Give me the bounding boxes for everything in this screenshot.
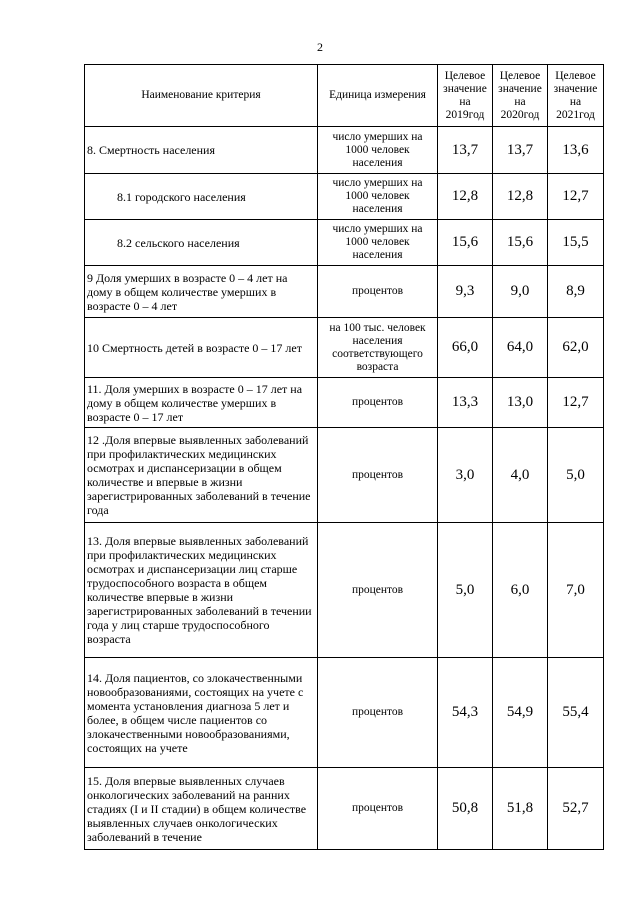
table-row — [85, 523, 604, 658]
value-2020: 6,0 — [493, 523, 548, 658]
table-row — [85, 428, 604, 523]
criterion-name: 12 .Доля впервые выявленных заболеваний при профилактических медицинских осмотрах и диспансеризации в общем количестве и впервые в жизни зарегистрированных заболеваний в течение года — [85, 428, 318, 523]
unit-cell: число умерших на 1000 человек населения — [318, 174, 438, 220]
table-row — [85, 174, 604, 220]
value-2019: 50,8 — [438, 768, 493, 850]
table-row — [85, 266, 604, 318]
value-2021: 5,0 — [548, 428, 604, 523]
criterion-name: 9 Доля умерших в возрасте 0 – 4 лет на дому в общем количестве умерших в возрасте 0 – 4 лет — [85, 266, 318, 318]
table-row — [85, 127, 604, 174]
value-2021: 8,9 — [548, 266, 604, 318]
value-2021: 7,0 — [548, 523, 604, 658]
criterion-name: 15. Доля впервые выявленных случаев онкологических заболеваний на ранних стадиях (I и II стадии) в общем количестве выявленных случаев онкологических заболеваний в течение — [85, 768, 318, 850]
unit-cell: процентов — [318, 378, 438, 428]
page-number: 2 — [317, 40, 323, 54]
value-2020: 13,7 — [493, 127, 548, 174]
table-row — [85, 220, 604, 266]
value-2020: 12,8 — [493, 174, 548, 220]
header-target-2021: Целевое значение на 2021год — [548, 65, 604, 127]
value-2019: 5,0 — [438, 523, 493, 658]
value-2021: 12,7 — [548, 174, 604, 220]
header-row — [85, 65, 604, 127]
unit-cell: процентов — [318, 658, 438, 768]
header-target-2020: Целевое значение на 2020год — [493, 65, 548, 127]
value-2019: 3,0 — [438, 428, 493, 523]
table-row — [85, 658, 604, 768]
unit-cell: число умерших на 1000 человек населения — [318, 220, 438, 266]
criterion-name: 10 Смертность детей в возрасте 0 – 17 лет — [85, 318, 318, 378]
value-2021: 62,0 — [548, 318, 604, 378]
unit-cell: процентов — [318, 266, 438, 318]
value-2020: 64,0 — [493, 318, 548, 378]
table-row — [85, 318, 604, 378]
unit-cell: число умерших на 1000 человек населения — [318, 127, 438, 174]
table-row — [85, 378, 604, 428]
criterion-name: 13. Доля впервые выявленных заболеваний при профилактических медицинских осмотрах и диспансеризации лиц старше трудоспособного возраста в общем количестве впервые в жизни зарегистрированных заболеваний в течении года у лиц старше трудоспособного возраста — [85, 523, 318, 658]
value-2020: 15,6 — [493, 220, 548, 266]
value-2021: 52,7 — [548, 768, 604, 850]
value-2020: 9,0 — [493, 266, 548, 318]
value-2020: 13,0 — [493, 378, 548, 428]
value-2020: 54,9 — [493, 658, 548, 768]
value-2021: 55,4 — [548, 658, 604, 768]
value-2020: 51,8 — [493, 768, 548, 850]
criterion-name: 8.2 сельского населения — [85, 220, 318, 266]
value-2019: 54,3 — [438, 658, 493, 768]
unit-cell: процентов — [318, 428, 438, 523]
unit-cell: процентов — [318, 768, 438, 850]
value-2021: 15,5 — [548, 220, 604, 266]
value-2019: 13,7 — [438, 127, 493, 174]
value-2019: 66,0 — [438, 318, 493, 378]
header-criterion: Наименование критерия — [85, 65, 318, 127]
value-2019: 12,8 — [438, 174, 493, 220]
criterion-name: 14. Доля пациентов, со злокачественными новообразованиями, состоящих на учете с момента установления диагноза 5 лет и более, в общем числе пациентов со злокачественными новообразованиями, состоящих на учете — [85, 658, 318, 768]
value-2021: 13,6 — [548, 127, 604, 174]
value-2019: 15,6 — [438, 220, 493, 266]
unit-cell: на 100 тыс. человек населения соответствующего возраста — [318, 318, 438, 378]
criterion-name: 8. Смертность населения — [85, 127, 318, 174]
value-2019: 13,3 — [438, 378, 493, 428]
header-unit: Единица измерения — [318, 65, 438, 127]
value-2020: 4,0 — [493, 428, 548, 523]
criterion-name: 8.1 городского населения — [85, 174, 318, 220]
criteria-table — [84, 64, 604, 850]
criterion-name: 11. Доля умерших в возрасте 0 – 17 лет на дому в общем количестве умерших в возрасте 0 – 17 лет — [85, 378, 318, 428]
header-target-2019: Целевое значение на 2019год — [438, 65, 493, 127]
value-2021: 12,7 — [548, 378, 604, 428]
table-row — [85, 768, 604, 850]
unit-cell: процентов — [318, 523, 438, 658]
value-2019: 9,3 — [438, 266, 493, 318]
